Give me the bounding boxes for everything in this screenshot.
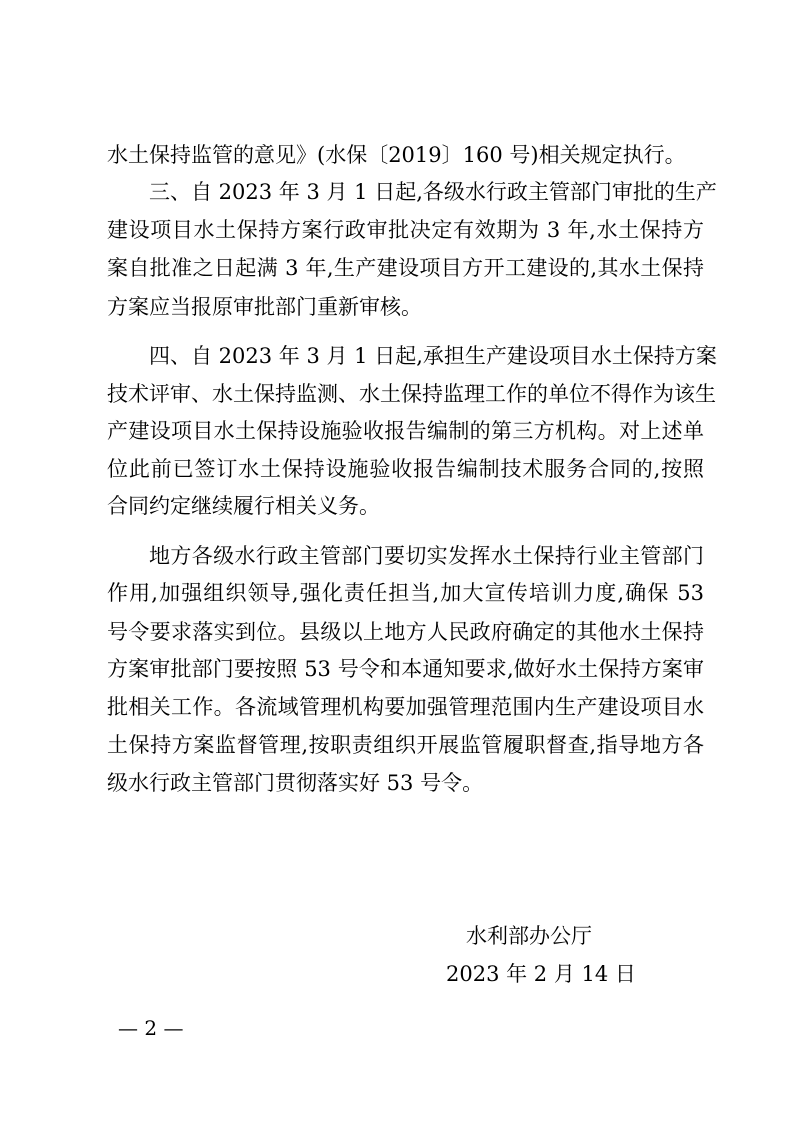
paragraph-line: 建设项目水土保持方案行政审批决定有效期为 3 年,水土保持方	[107, 218, 704, 242]
paragraph-line: 合同约定继续履行相关义务。	[107, 494, 380, 518]
paragraph-line: 批相关工作。各流域管理机构要加强管理范围内生产建设项目水	[107, 695, 704, 719]
paragraph-line: 土保持方案监督管理,按职责组织开展监管履职督查,指导地方各	[107, 733, 704, 757]
paragraph-line: 案自批准之日起满 3 年,生产建设项目方开工建设的,其水土保持	[107, 256, 704, 280]
paragraph-line: 位此前已签订水土保持设施验收报告编制技术服务合同的,按照	[107, 457, 704, 481]
paragraph-line: 三、自 2023 年 3 月 1 日起,各级水行政主管部门审批的生产	[149, 180, 717, 204]
paragraph-line: 方案应当报原审批部门重新审核。	[107, 295, 422, 319]
paragraph-line: 方案审批部门要按照 53 号令和本通知要求,做好水土保持方案审	[107, 657, 704, 681]
paragraph-line: 水土保持监管的意见》(水保〔2019〕160 号)相关规定执行。	[107, 143, 686, 167]
issue-date: 2023 年 2 月 14 日	[446, 962, 636, 986]
paragraph-line: 技术评审、水土保持监测、水土保持监理工作的单位不得作为该生	[107, 382, 716, 406]
paragraph-line: 产建设项目水土保持设施验收报告编制的第三方机构。对上述单	[107, 419, 704, 443]
paragraph-line: 四、自 2023 年 3 月 1 日起,承担生产建设项目水土保持方案	[149, 344, 717, 368]
paragraph-line: 作用,加强组织领导,强化责任担当,加大宣传培训力度,确保 53	[107, 581, 704, 605]
page-number: — 2 —	[118, 1016, 184, 1040]
paragraph-line: 地方各级水行政主管部门要切实发挥水土保持行业主管部门	[149, 544, 704, 568]
paragraph-line: 级水行政主管部门贯彻落实好 53 号令。	[107, 771, 484, 795]
issuer-name: 水利部办公厅	[466, 924, 592, 948]
paragraph-line: 号令要求落实到位。县级以上地方人民政府确定的其他水土保持	[107, 620, 704, 644]
